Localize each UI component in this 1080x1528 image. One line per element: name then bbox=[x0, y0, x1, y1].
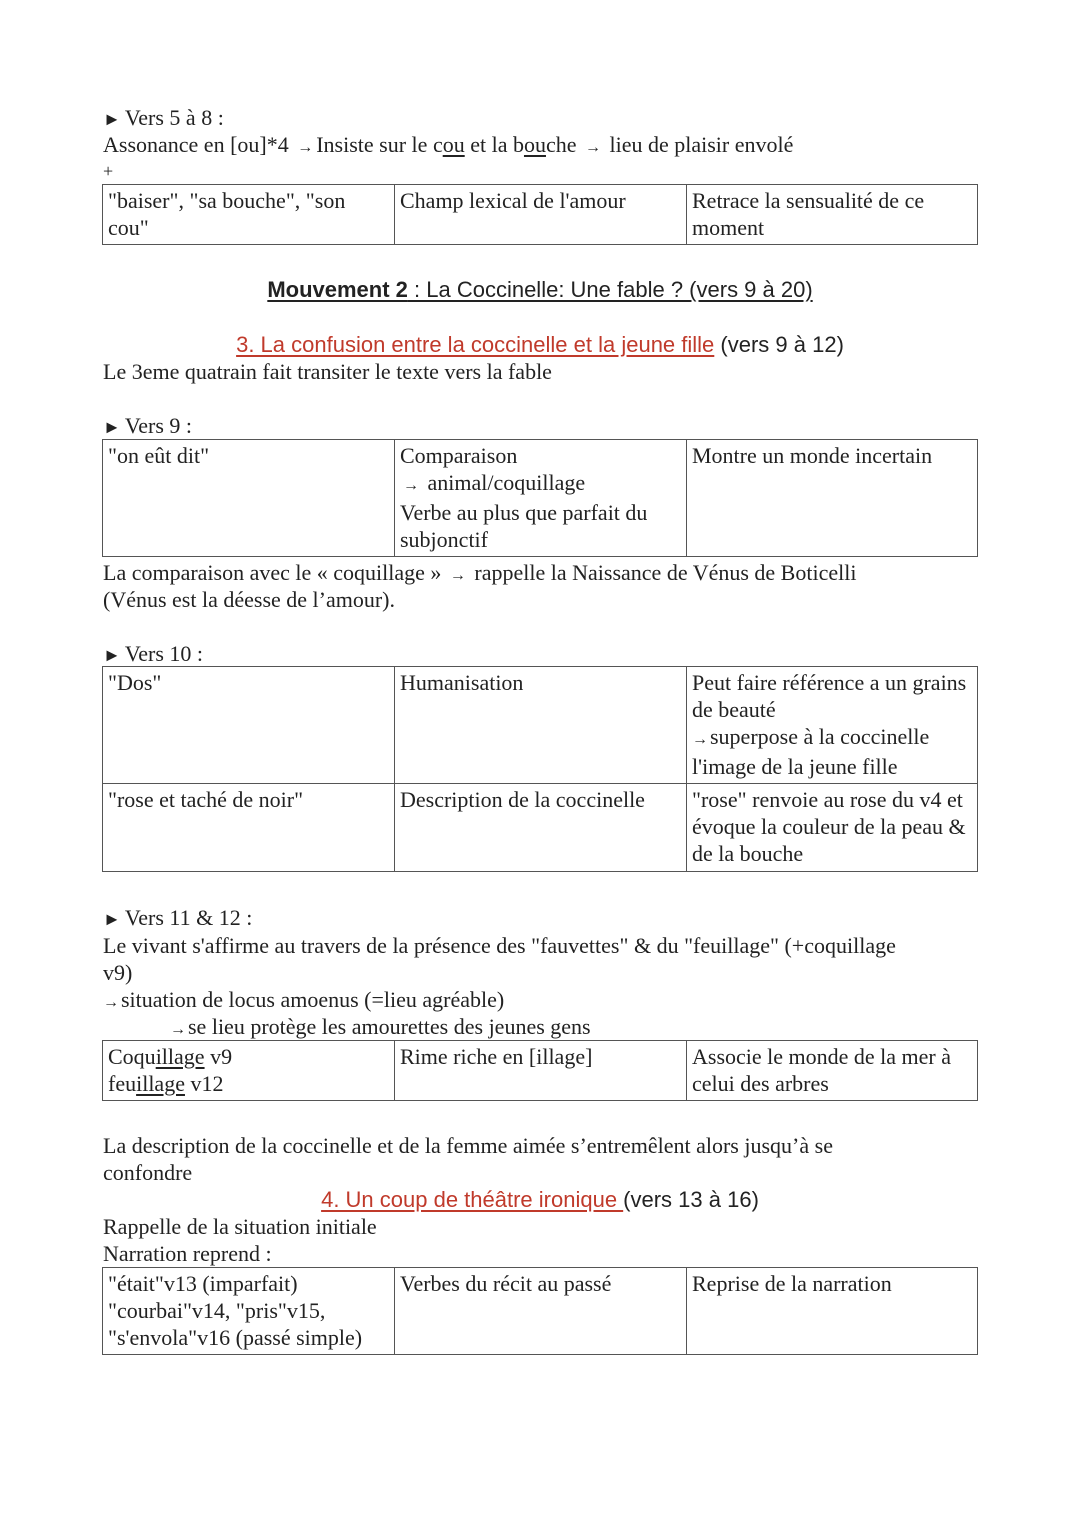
vers-11-12-title: ► Vers 11 & 12 : bbox=[103, 905, 253, 930]
comparison-note-2: (Vénus est la déesse de l’amour). bbox=[103, 587, 396, 612]
conclusion-line-2: confondre bbox=[103, 1160, 193, 1185]
table-cell: Peut faire référence a un grains de beauté →superpose à la coccinelle l'image de la jeune fille bbox=[687, 667, 978, 784]
vivant-line: Le vivant s'affirme au travers de la présence des "fauvettes" & du "feuillage" (+coquillage bbox=[103, 933, 896, 958]
triangle-bullet-icon: ► bbox=[103, 417, 121, 437]
section-4-heading: 4. Un coup de théâtre ironique (vers 13 à 16) bbox=[321, 1187, 759, 1212]
table-cell: Description de la coccinelle bbox=[395, 784, 687, 872]
vers-5-8-title: ► Vers 5 à 8 : bbox=[103, 105, 224, 130]
narration-line: Narration reprend : bbox=[103, 1241, 272, 1266]
table-cell: "Dos" bbox=[103, 667, 395, 784]
triangle-bullet-icon: ► bbox=[103, 109, 121, 129]
table-vers-13-16 bbox=[102, 1267, 978, 1355]
table-row bbox=[103, 667, 978, 784]
situation-initiale-line: Rappelle de la situation initiale bbox=[103, 1214, 377, 1239]
triangle-bullet-icon: ► bbox=[103, 645, 121, 665]
section-4-link[interactable]: 4. Un coup de théâtre ironique bbox=[321, 1187, 624, 1212]
arrow-right-icon: → bbox=[103, 994, 119, 1011]
section-3-heading: 3. La confusion entre la coccinelle et la jeune fille (vers 9 à 12) bbox=[236, 332, 844, 357]
table-cell: "rose" renvoie au rose du v4 et évoque la couleur de la peau & de la bouche bbox=[687, 784, 978, 872]
table-cell: "rose et taché de noir" bbox=[103, 784, 395, 872]
vers-9-title: ► Vers 9 : bbox=[103, 413, 193, 438]
table-cell: Reprise de la narration bbox=[687, 1268, 978, 1355]
protection-line: →se lieu protège les amourettes des jeunes gens bbox=[170, 1014, 591, 1039]
table-cell: Rime riche en [illage] bbox=[395, 1041, 687, 1101]
table-cell: Comparaison → animal/coquillage Verbe au plus que parfait du subjonctif bbox=[395, 440, 687, 557]
table-cell: Verbes du récit au passé bbox=[395, 1268, 687, 1355]
vivant-line-2: v9) bbox=[103, 960, 133, 985]
locus-amoenus-line: →situation de locus amoenus (=lieu agréable) bbox=[103, 987, 505, 1012]
table-vers-10 bbox=[102, 666, 978, 872]
table-cell: Champ lexical de l'amour bbox=[395, 185, 687, 245]
table-cell: Montre un monde incertain bbox=[687, 440, 978, 557]
table-row bbox=[103, 185, 978, 245]
arrow-right-icon: → bbox=[692, 731, 708, 748]
table-cell: Humanisation bbox=[395, 667, 687, 784]
triangle-bullet-icon: ► bbox=[103, 909, 121, 929]
table-row bbox=[103, 784, 978, 872]
assonance-line: Assonance en [ou]*4 → Insiste sur le cou et la bouche → lieu de plaisir envolé bbox=[103, 132, 794, 157]
plus-sign: + bbox=[103, 161, 114, 181]
table-cell: "était"v13 (imparfait) "courbai"v14, "pris"v15, "s'envola"v16 (passé simple) bbox=[103, 1268, 395, 1355]
table-row bbox=[103, 440, 978, 557]
conclusion-line: La description de la coccinelle et de la femme aimée s’entremêlent alors jusqu’à se bbox=[103, 1133, 833, 1158]
vers-10-title: ► Vers 10 : bbox=[103, 641, 204, 666]
arrow-right-icon: → bbox=[585, 139, 601, 156]
arrow-right-icon: → bbox=[449, 567, 466, 584]
table-cell: Retrace la sensualité de ce moment bbox=[687, 185, 978, 245]
table-vers-5-8 bbox=[102, 184, 978, 245]
table-row bbox=[103, 1268, 978, 1355]
table-vers-9 bbox=[102, 439, 978, 557]
arrow-right-icon: → bbox=[170, 1021, 186, 1038]
comparison-note: La comparaison avec le « coquillage » → rappelle la Naissance de Vénus de Boticelli bbox=[103, 560, 857, 585]
section-3-link[interactable]: 3. La confusion entre la coccinelle et la jeune fille bbox=[236, 332, 715, 357]
arrow-right-icon: → bbox=[403, 477, 419, 494]
arrow-right-icon: → bbox=[297, 139, 314, 156]
table-vers-11-12 bbox=[102, 1040, 978, 1101]
mouvement-2-heading: Mouvement 2 : La Coccinelle: Une fable ? (vers 9 à 20) bbox=[267, 277, 813, 302]
table-cell: Coquillage v9 feuillage v12 bbox=[103, 1041, 395, 1101]
table-cell: Associe le monde de la mer à celui des arbres bbox=[687, 1041, 978, 1101]
table-row bbox=[103, 1041, 978, 1101]
table-cell: "baiser", "sa bouche", "son cou" bbox=[103, 185, 395, 245]
table-cell: "on eût dit" bbox=[103, 440, 395, 557]
section-3-intro: Le 3eme quatrain fait transiter le texte vers la fable bbox=[103, 359, 552, 384]
